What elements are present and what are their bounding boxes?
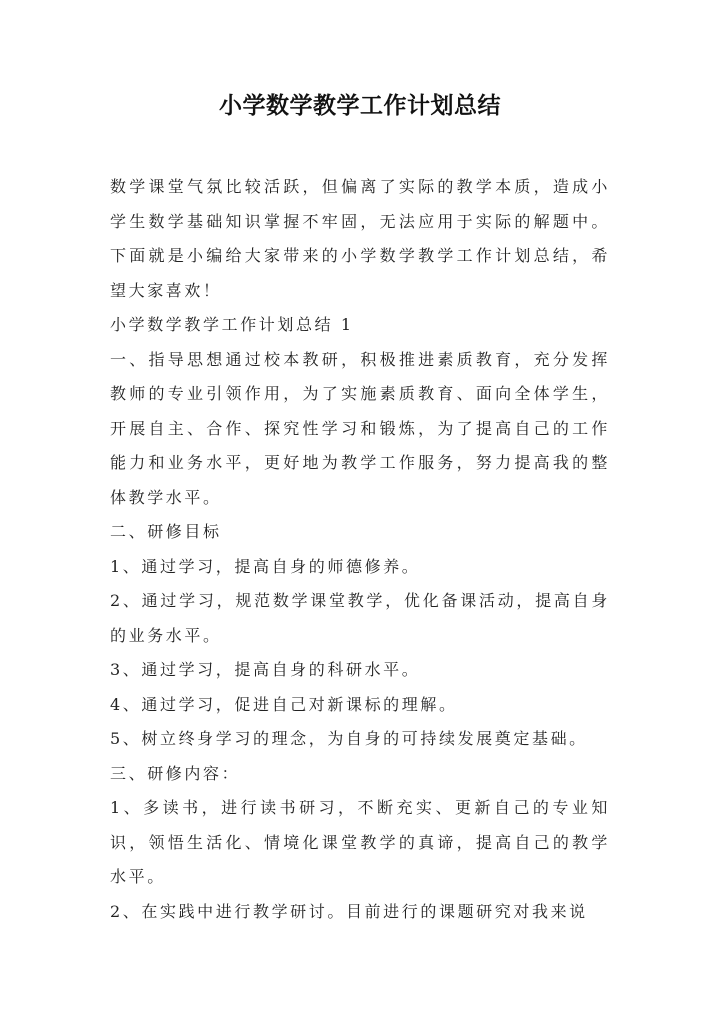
goal-item-3: 3、通过学习，提高自身的科研水平。 [110,660,421,679]
goal-item-4: 4、通过学习，促进自己对新课标的理解。 [110,694,458,714]
guiding-thought-paragraph: 一、指导思想通过校本教研，积极推进素质教育，充分发挥教师的专业引领作用，为了实施素质教育、面向全体学生，开展自主、合作、探究性学习和锻炼，为了提高自己的工作能力和业务水平，更好地为教学工作服务，努力提高我的整体教学水平。 [110,349,610,507]
heading-study-goals: 二、研修目标 [110,522,222,541]
goal-item-1: 1、通过学习，提高自身的师德修养。 [110,556,421,576]
document-title: 小学数学教学工作计划总结 [219,93,501,119]
document-body [110,170,610,929]
goal-item-5: 5、树立终身学习的理念，为自身的可持续发展奠定基础。 [110,729,588,748]
heading-study-content: 三、研修内容： [110,763,241,783]
content-item-1: 1、多读书，进行读书研习，不断充实、更新自己的专业知识，领悟生活化、情境化课堂教学的真谛，提高自己的教学水平。 [110,798,610,886]
content-item-2: 2、在实践中进行教学研讨。目前进行的课题研究对我来说 [110,901,588,921]
section-heading-plan-1: 小学数学教学工作计划总结 1 [110,315,354,334]
intro-paragraph: 数学课堂气氛比较活跃，但偏离了实际的教学本质，造成小学生数学基础知识掌握不牢固，无法应用于实际的解题中。下面就是小编给大家带来的小学数学教学工作计划总结，希望大家喜欢！ [110,177,610,300]
goal-item-2: 2、通过学习，规范数学课堂教学，优化备课活动，提高自身的业务水平。 [110,591,610,645]
